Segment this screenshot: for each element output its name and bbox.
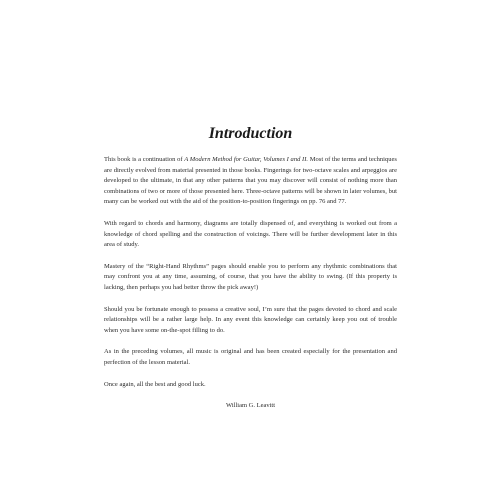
introduction-page: [104, 124, 397, 412]
page-title: Introduction: [208, 125, 293, 142]
book-title-reference: A Modern Method for Guitar, Volumes I and II.: [184, 156, 309, 163]
intro-paragraph-4: Should you be fortunate enough to possess a creative soul, I’m sure that the pages devoted to chord and scale relationships will be a rather large help. In any event this knowledge can certainly keep you out of trouble when you have some on-the-spot filling to do.: [104, 305, 397, 334]
paragraph-1-text-start: This book is a continuation of: [104, 156, 185, 163]
intro-paragraph-5: As in the preceding volumes, all music is original and has been created especially for the presentation and perfection of the lesson material.: [104, 348, 397, 366]
author-signature: William G. Leavitt: [226, 402, 276, 410]
paragraph-1-text-end: Most of the terms and techniques are directly evolved from material presented in those books. Fingerings for two-octave scales and arpeggios are developed to the ultimate, in that any other patterns that you may discover will consist of nothing more than combinations of two or more of those presented here. Three-octave patterns will be shown in later volumes, but many can be worked out with the aid of the position-to-position fingerings on pp. 76 and 77.: [104, 156, 397, 206]
intro-paragraph-6: Once again, all the best and good luck.: [104, 380, 206, 388]
intro-paragraph-2: With regard to chords and harmony, diagrams are totally dispensed of, and everything is worked out from a knowledge of chord spelling and the construction of voicings. There will be further development later in this area of study.: [104, 219, 397, 249]
intro-paragraph-1: [104, 155, 397, 208]
intro-paragraph-3: Mastery of the “Right-Hand Rhythms” pages should enable you to perform any rhythmic combinations that may confront you at any time, assuming, of course, that you have the ability to swing. (If this property is lacking, then perhaps you had better throw the pick away!): [104, 262, 397, 291]
